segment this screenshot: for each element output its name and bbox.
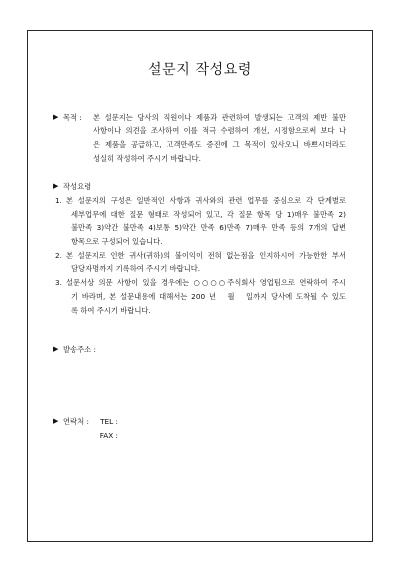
address-bullet-icon: ▶: [53, 345, 59, 353]
purpose-line: 은 제품을 공급하고, 고객만족도 증진에 그 목적이 있사오니 바쁘시더라도: [93, 139, 346, 149]
purpose-section: [0, 111, 400, 166]
contact-section: [0, 415, 400, 443]
guideline-text: [66, 276, 346, 317]
purpose-line: 성실히 작성하여 주시기 바랍니다.: [93, 153, 201, 163]
contact-bullet-icon: ▶: [53, 417, 59, 425]
guideline-text: [66, 194, 346, 249]
guideline-item: [55, 276, 346, 317]
address-label: 발송주소 :: [63, 345, 96, 354]
guideline-line: 록 하여 주시기 바랍니다.: [71, 305, 151, 315]
guideline-line: 본 설문지로 인한 귀사(귀하)의 불이익이 전혀 없는점을 인지하시어 가능한한 부서: [66, 250, 346, 260]
purpose-line: 본 설문지는 당사의 직원이나 제품과 관련하여 발생되는 고객의 제반 불만: [93, 112, 346, 122]
tel-label: TEL :: [100, 417, 118, 426]
contact-label: 연락처 :: [63, 417, 89, 426]
guideline-line: 세부업무에 대한 질문 형태로 작성되어 있고, 각 질문 항목 당 1)매우 불만족 2): [71, 209, 346, 219]
guideline-text: [66, 249, 346, 276]
guideline-line: 불만족 3)약간 불만족 4)보통 5)약간 만족 6)만족 7)매우 만족 등의 7개의 답변: [71, 223, 346, 233]
guideline-line: 담당자명까지 기록하여 주시기 바랍니다.: [71, 264, 201, 274]
guidelines-heading-row: [0, 180, 400, 194]
guideline-line: 본 설문지의 구성은 일반적인 사항과 귀사와의 관련 업무를 중심으로 각 단계별로: [66, 196, 346, 205]
page-title: 설문지 작성요령: [148, 62, 252, 78]
guideline-line: 항목으로 구성되어 있습니다.: [71, 237, 163, 247]
purpose-label: 목적 :: [63, 112, 82, 122]
guideline-item: [55, 194, 346, 249]
purpose-line: 사항이나 의견을 조사하여 이를 적극 수렴하여 개선, 시정함으로써 보다 나: [93, 126, 346, 136]
address-section: [0, 343, 400, 357]
guideline-line: 기 바라며, 본 설문내용에 대해서는 200 년 월 일까지 당사에 도착될 수 있도: [71, 291, 346, 301]
purpose-text: [93, 111, 346, 166]
guidelines-list: [55, 194, 346, 317]
guideline-item: [55, 249, 346, 276]
guidelines-heading: 작성요령: [63, 182, 92, 191]
guidelines-bullet-icon: ▶: [53, 182, 59, 190]
guideline-number: 3.: [55, 278, 62, 288]
guideline-number: 2.: [55, 250, 62, 260]
fax-label: FAX :: [99, 430, 118, 440]
purpose-bullet-icon: ▶: [53, 112, 59, 121]
guideline-line: 설문서상 의문 사항이 있을 경우에는 ○○○○주식회사 영업팀으로 연락하여 주시: [66, 278, 346, 288]
guideline-number: 1.: [55, 196, 62, 205]
